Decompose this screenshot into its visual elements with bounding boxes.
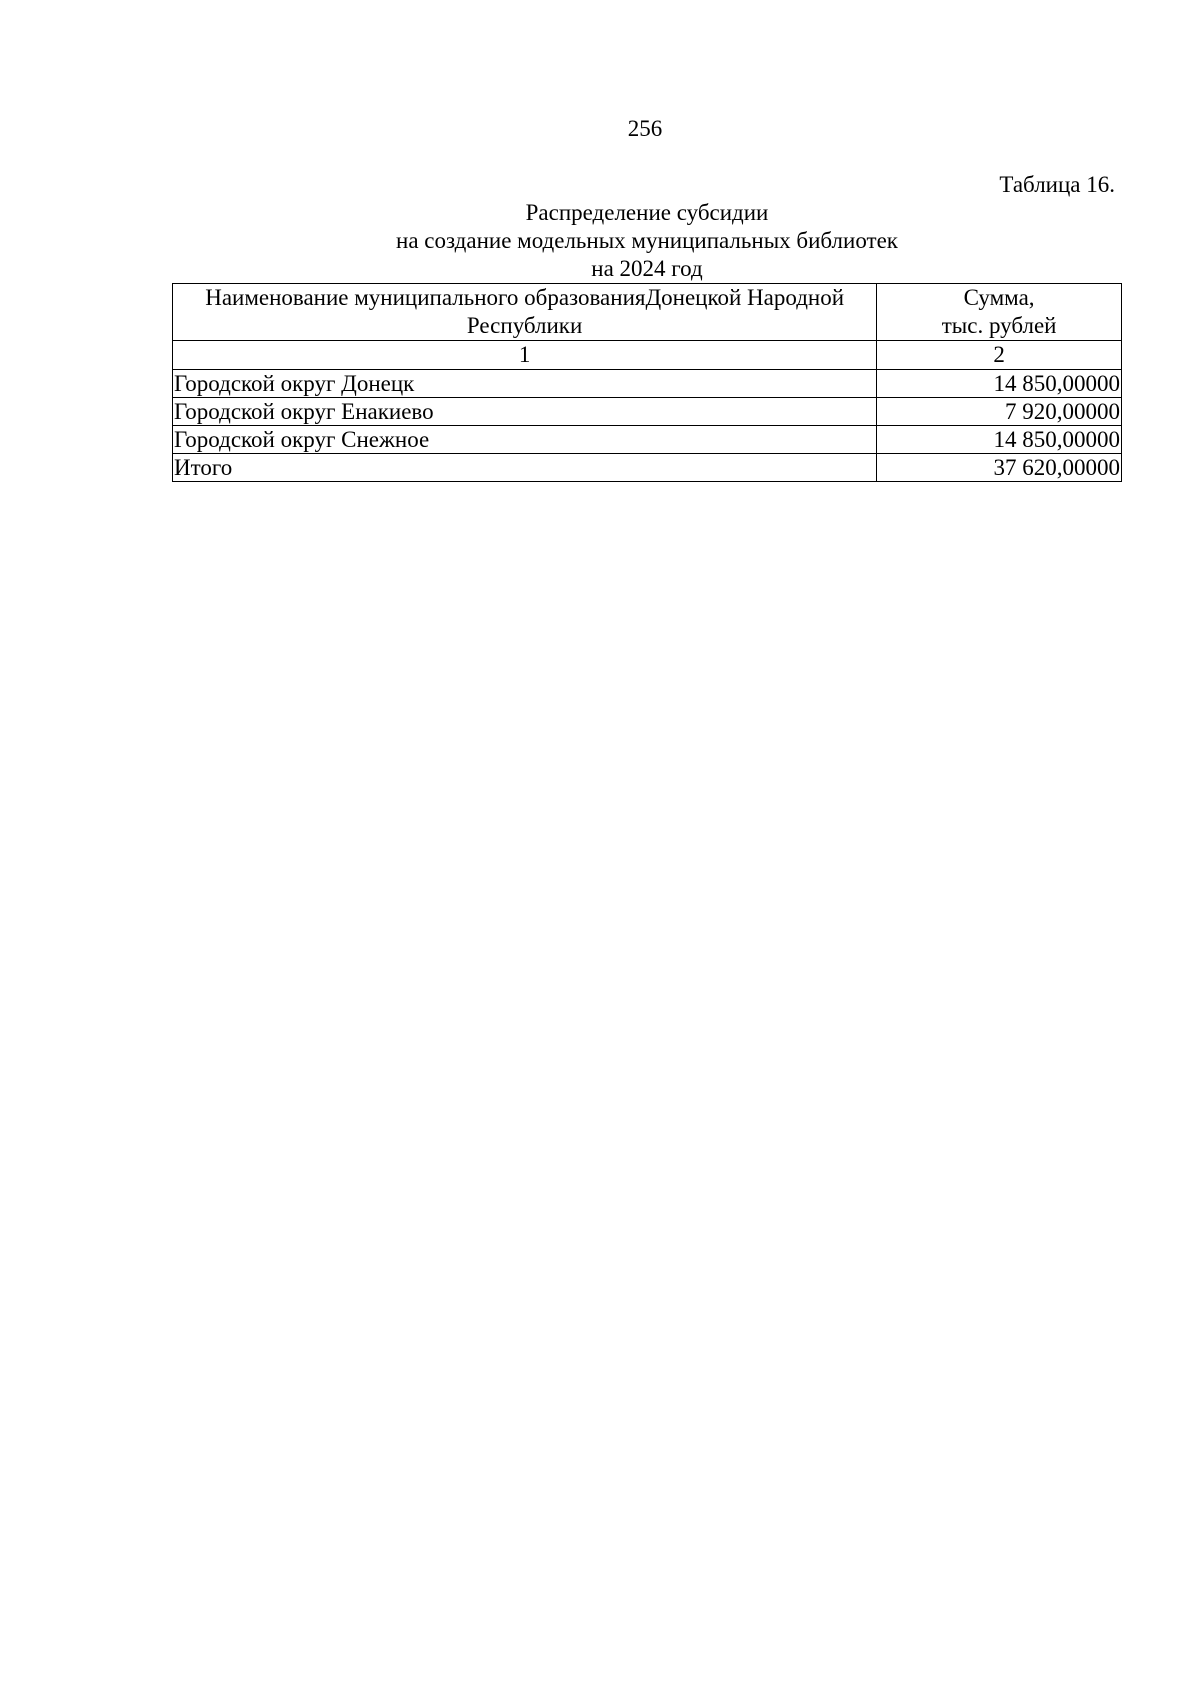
header-name-line: Республики [466,313,583,338]
column-number-row [173,341,1122,370]
row-sum: 37 620,00000 [877,454,1122,482]
header-name [173,284,877,341]
total-row [173,454,1122,482]
row-sum: 14 850,00000 [877,370,1122,398]
row-name: Городской округ Снежное [173,426,877,454]
header-name-line: Наименование муниципального образованияДонецкой Народной [205,285,845,310]
table-row [173,398,1122,426]
title-line: на создание модельных муниципальных библиотек [396,228,898,253]
table-row [173,426,1122,454]
title-line: на 2024 год [591,256,703,281]
table-label: Таблица 16. [999,172,1115,197]
table-title [172,199,1122,283]
header-sum-line: Сумма, [963,285,1035,310]
header-sum [877,284,1122,341]
row-name: Городской округ Донецк [173,370,877,398]
row-sum: 14 850,00000 [877,426,1122,454]
header-sum-line: тыс. рублей [941,313,1057,338]
column-number: 2 [877,341,1122,370]
column-number: 1 [173,341,877,370]
row-sum: 7 920,00000 [877,398,1122,426]
row-name: Городской округ Енакиево [173,398,877,426]
table-row [173,370,1122,398]
table-header-row [173,284,1122,341]
subsidy-table [172,283,1122,482]
title-line: Распределение субсидии [525,200,769,225]
page-number: 256 [627,116,663,141]
row-name: Итого [173,454,877,482]
